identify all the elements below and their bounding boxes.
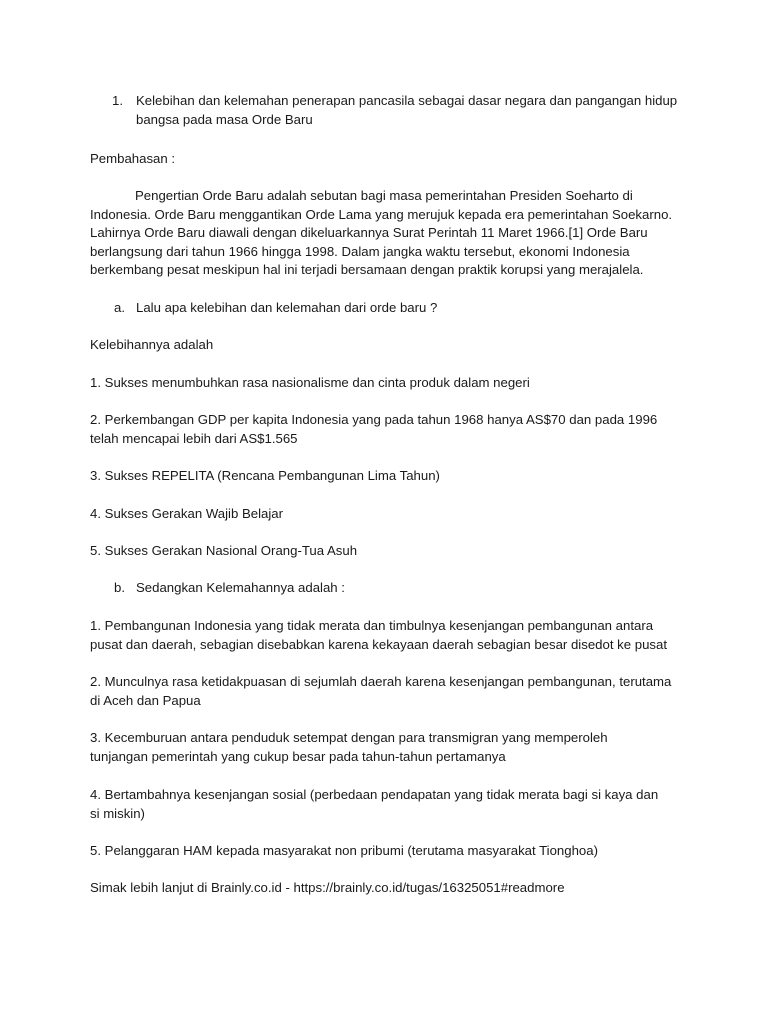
sub-b-marker: b.: [114, 580, 125, 595]
weakness-item: 1. Pembangunan Indonesia yang tidak merata dan timbulnya kesenjangan pembangunan antara pusat dan daerah, sebagian disebabkan karena kekayaan daerah sebagian besar disedot ke pusat: [90, 618, 668, 652]
weakness-item: 3. Kecemburuan antara penduduk setempat dengan para transmigran yang memperoleh tunjangan pemerintah yang cukup besar pada tahun-tahun pertamanya: [90, 730, 608, 764]
intro-paragraph: Pengertian Orde Baru adalah sebutan bagi masa pemerintahan Presiden Soeharto di Indonesia. Orde Baru menggantikan Orde Lama yang merujuk kepada era pemerintahan Soekarno. Lahirnya Orde Baru diawali dengan dikeluarkannya Surat Perintah 11 Maret 1966.[1] Orde Baru berlangsung dari tahun 1966 hingga 1998. Dalam jangka waktu tersebut, ekonomi Indonesia berkembang pesat meskipun hal ini terjadi bersamaan dengan praktik korupsi yang merajalela.: [90, 188, 673, 277]
sub-b-text: Sedangkan Kelemahannya adalah :: [136, 580, 345, 595]
weakness-item: 2. Munculnya rasa ketidakpuasan di sejumlah daerah karena kesenjangan pembangunan, terutama di Aceh dan Papua: [90, 674, 672, 708]
weakness-item: 5. Pelanggaran HAM kepada masyarakat non pribumi (terutama masyarakat Tionghoa): [90, 843, 598, 858]
strength-item: 5. Sukses Gerakan Nasional Orang-Tua Asuh: [90, 543, 358, 558]
source-footer: Simak lebih lanjut di Brainly.co.id - https://brainly.co.id/tugas/16325051#readmore: [90, 880, 565, 895]
strengths-heading: Kelebihannya adalah: [90, 337, 214, 352]
weakness-item: 4. Bertambahnya kesenjangan sosial (perbedaan pendapatan yang tidak merata bagi si kaya dan si miskin): [90, 787, 659, 821]
question-text: Kelebihan dan kelemahan penerapan pancasila sebagai dasar negara dan pangangan hidup bangsa pada masa Orde Baru: [136, 93, 678, 127]
strength-item: 2. Perkembangan GDP per kapita Indonesia yang pada tahun 1968 hanya AS$70 dan pada 1996 telah mencapai lebih dari AS$1.565: [90, 412, 658, 446]
strength-item: 4. Sukses Gerakan Wajib Belajar: [90, 506, 284, 521]
discussion-label: Pembahasan :: [90, 151, 176, 166]
sub-a-text: Lalu apa kelebihan dan kelemahan dari orde baru ?: [136, 300, 438, 315]
strength-item: 1. Sukses menumbuhkan rasa nasionalisme dan cinta produk dalam negeri: [90, 375, 530, 390]
sub-a-marker: a.: [114, 300, 125, 315]
strength-item: 3. Sukses REPELITA (Rencana Pembangunan Lima Tahun): [90, 468, 440, 483]
question-number: 1.: [112, 93, 123, 108]
